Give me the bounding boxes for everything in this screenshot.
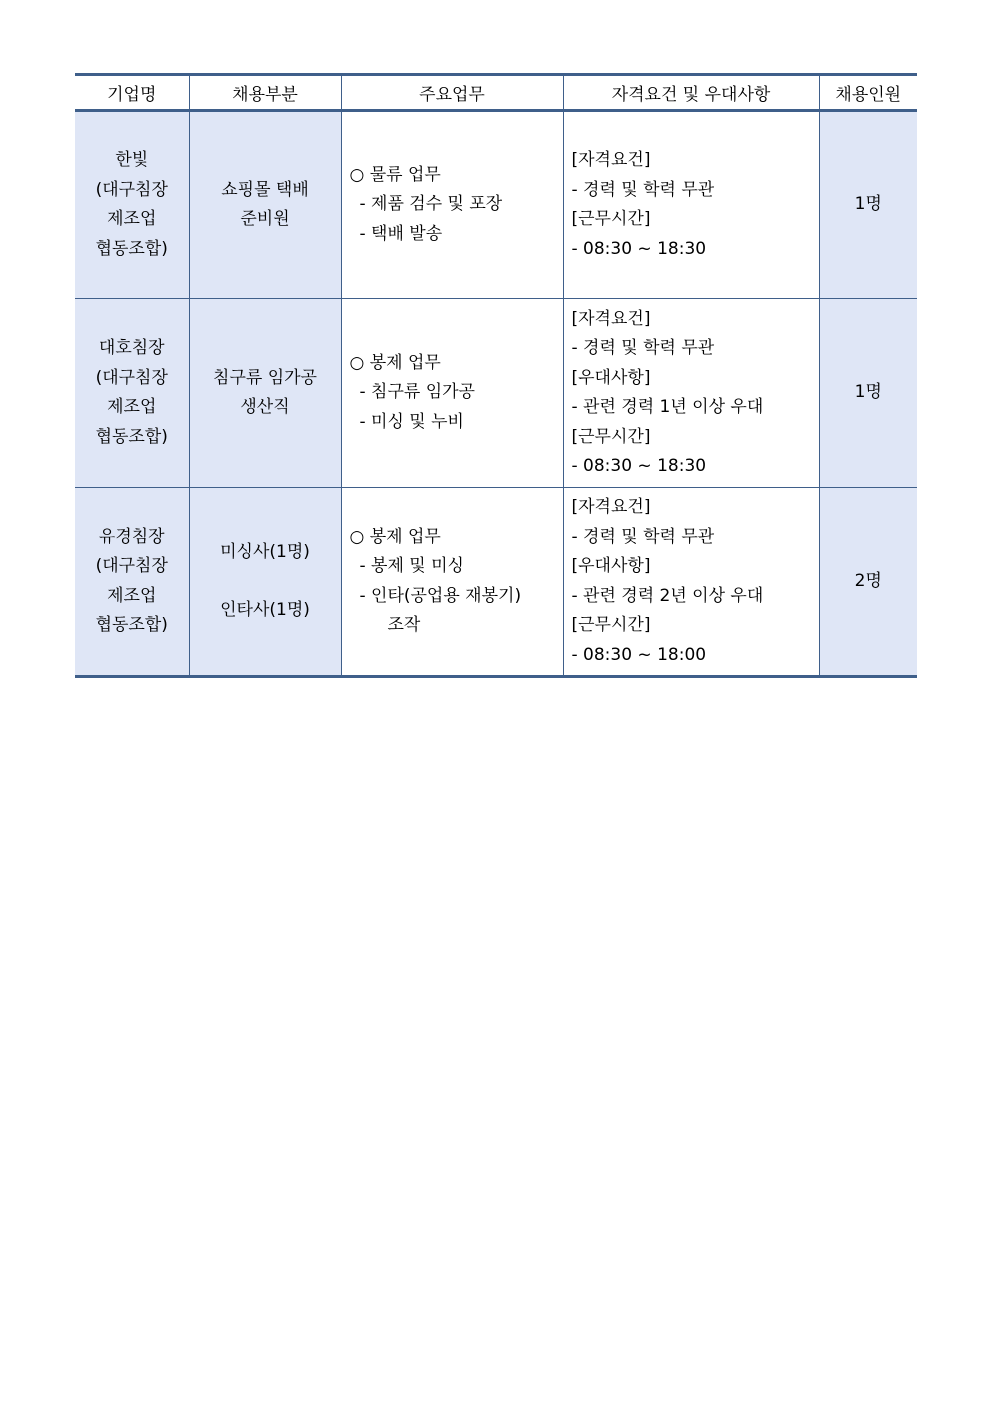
position-text: 미싱사(1명) xyxy=(220,541,310,562)
headcount-cell: 1명 xyxy=(819,111,917,299)
duty-item: - 봉제 및 미싱 xyxy=(359,556,464,576)
company-name: 대호침장 xyxy=(98,338,165,358)
company-affiliation: (대구침장 xyxy=(95,179,168,200)
company-cell xyxy=(75,488,189,677)
requirements-cell xyxy=(563,299,819,488)
company-affiliation: 제조업 xyxy=(107,397,157,417)
position-text: 인타사(1명) xyxy=(220,600,310,620)
requirement-item: - 08:30 ~ 18:00 xyxy=(571,644,707,665)
position-cell xyxy=(189,299,341,488)
requirements-cell xyxy=(563,488,819,677)
position-text: 쇼핑몰 택배 xyxy=(221,179,309,200)
company-name: 유경침장 xyxy=(98,526,165,547)
position-cell xyxy=(189,111,341,299)
document-page xyxy=(75,73,917,678)
table-row xyxy=(75,111,917,299)
duty-item-continuation: 조작 xyxy=(387,615,421,635)
duty-item: - 택배 발송 xyxy=(359,223,443,244)
duty-item: - 미싱 및 누비 xyxy=(359,411,464,432)
duty-heading: ○ 봉제 업무 xyxy=(349,352,441,373)
header-company: 기업명 xyxy=(75,75,189,111)
table-row xyxy=(75,488,917,677)
company-name: 한빛 xyxy=(115,150,149,170)
headcount-cell: 2명 xyxy=(819,488,917,677)
requirement-heading: [근무시간] xyxy=(571,426,651,447)
position-text: 생산직 xyxy=(240,397,290,417)
requirement-item: - 경력 및 학력 무관 xyxy=(571,338,715,358)
header-duties: 주요업무 xyxy=(341,75,563,111)
duties-cell xyxy=(341,299,563,488)
duties-cell xyxy=(341,111,563,299)
company-affiliation: (대구침장 xyxy=(95,556,168,576)
duty-item: - 침구류 임가공 xyxy=(359,382,475,403)
company-cell xyxy=(75,111,189,299)
requirement-heading: [자격요건] xyxy=(571,497,651,517)
headcount-cell: 1명 xyxy=(819,299,917,488)
header-requirements: 자격요건 및 우대사항 xyxy=(563,75,819,111)
table-row xyxy=(75,299,917,488)
requirement-heading: [근무시간] xyxy=(571,615,651,635)
company-cell xyxy=(75,299,189,488)
requirement-heading: [자격요건] xyxy=(571,308,651,329)
requirement-item: - 08:30 ~ 18:30 xyxy=(571,456,707,476)
requirement-heading: [우대사항] xyxy=(571,556,651,576)
position-text: 준비원 xyxy=(240,209,290,229)
header-row xyxy=(75,75,917,111)
duty-item: - 제품 검수 및 포장 xyxy=(359,194,503,215)
requirements-cell xyxy=(563,111,819,299)
duty-heading: ○ 봉제 업무 xyxy=(349,526,441,547)
company-affiliation: 협동조합) xyxy=(95,426,168,447)
duty-item: - 인타(공업용 재봉기) xyxy=(359,585,522,606)
header-position: 채용부분 xyxy=(189,75,341,111)
header-headcount: 채용인원 xyxy=(819,75,917,111)
requirement-item: - 08:30 ~ 18:30 xyxy=(571,238,707,259)
company-affiliation: 제조업 xyxy=(107,585,157,606)
company-affiliation: 제조업 xyxy=(107,209,157,229)
requirement-item: - 경력 및 학력 무관 xyxy=(571,526,715,547)
requirement-item: - 관련 경력 2년 이상 우대 xyxy=(571,585,764,606)
requirement-item: - 경력 및 학력 무관 xyxy=(571,179,715,200)
duty-heading: ○ 물류 업무 xyxy=(349,164,441,185)
requirement-heading: [자격요건] xyxy=(571,150,651,170)
company-affiliation: 협동조합) xyxy=(95,238,168,259)
position-cell xyxy=(189,488,341,677)
company-affiliation: 협동조합) xyxy=(95,615,168,635)
duties-cell xyxy=(341,488,563,677)
requirement-heading: [근무시간] xyxy=(571,209,651,229)
position-text: 침구류 임가공 xyxy=(213,367,317,388)
requirement-item: - 관련 경력 1년 이상 우대 xyxy=(571,397,764,417)
position-spacer xyxy=(190,567,341,596)
job-listing-table xyxy=(75,73,917,678)
requirement-heading: [우대사항] xyxy=(571,367,651,388)
company-affiliation: (대구침장 xyxy=(95,367,168,388)
